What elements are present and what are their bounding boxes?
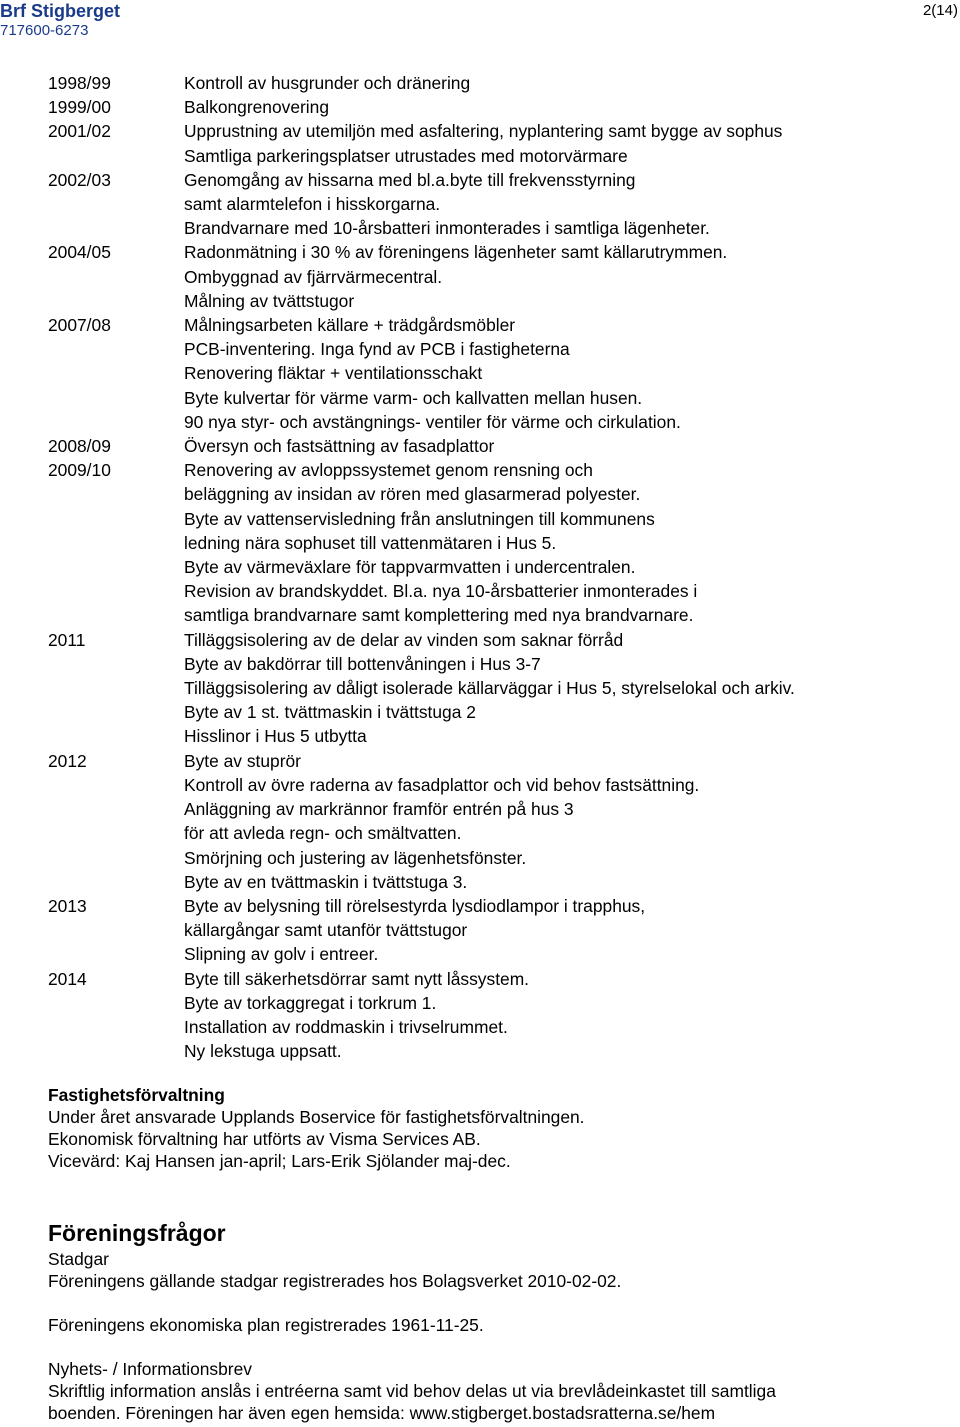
document-sections bbox=[48, 1084, 948, 1424]
history-entries bbox=[184, 894, 948, 967]
fastighetsforvaltning-line: Under året ansvarade Upplands Boservice för fastighetsförvaltningen. bbox=[48, 1107, 585, 1127]
org-name: Brf Stigberget bbox=[0, 1, 121, 21]
history-entry: PCB-inventering. Inga fynd av PCB i fastigheterna bbox=[184, 339, 570, 360]
maintenance-history bbox=[48, 71, 948, 1063]
history-row bbox=[48, 458, 948, 627]
history-entry: Radonmätning i 30 % av föreningens lägenheter samt källarutrymmen. bbox=[184, 242, 728, 263]
history-entry: samtliga brandvarnare samt komplettering med nya brandvarnare. bbox=[184, 605, 694, 626]
fastighetsforvaltning-line: Ekonomisk förvaltning har utförts av Visma Services AB. bbox=[48, 1129, 481, 1149]
history-row bbox=[48, 967, 948, 1064]
history-entry: samt alarmtelefon i hisskorgarna. bbox=[184, 194, 441, 215]
history-entry: Renovering av avloppssystemet genom rensning och bbox=[184, 460, 593, 481]
history-entry: Installation av roddmaskin i trivselrummet. bbox=[184, 1016, 508, 1037]
history-year: 1999/00 bbox=[48, 97, 111, 118]
history-entry: Byte av torkaggregat i torkrum 1. bbox=[184, 992, 437, 1013]
history-row bbox=[48, 168, 948, 241]
history-entry: Smörjning och justering av lägenhetsfönster. bbox=[184, 847, 527, 868]
history-entries bbox=[184, 168, 948, 241]
history-row bbox=[48, 749, 948, 894]
history-entries bbox=[184, 71, 948, 95]
history-year: 2001/02 bbox=[48, 121, 111, 142]
history-entry: Genomgång av hissarna med bl.a.byte till frekvensstyrning bbox=[184, 169, 636, 190]
history-entry: Upprustning av utemiljön med asfaltering, nyplantering samt bygge av sophus bbox=[184, 121, 783, 142]
history-year: 2013 bbox=[48, 895, 87, 916]
history-entry: Byte av 1 st. tvättmaskin i tvättstuga 2 bbox=[184, 702, 476, 723]
history-year: 2004/05 bbox=[48, 242, 111, 263]
page-number: 2(14) bbox=[922, 2, 958, 19]
history-entry: Målningsarbeten källare + trädgårdsmöbler bbox=[184, 315, 516, 336]
org-number: 717600-6273 bbox=[0, 22, 89, 39]
history-entry: Balkongrenovering bbox=[184, 97, 330, 118]
history-row bbox=[48, 313, 948, 434]
history-row bbox=[48, 95, 948, 119]
history-entry: Renovering fläktar + ventilationsschakt bbox=[184, 363, 483, 384]
history-year: 2009/10 bbox=[48, 460, 111, 481]
history-year: 2002/03 bbox=[48, 169, 111, 190]
history-entry: Samtliga parkeringsplatser utrustades med motorvärmare bbox=[184, 145, 628, 166]
history-year: 2008/09 bbox=[48, 436, 111, 457]
history-entry: beläggning av insidan av rören med glasarmerad polyester. bbox=[184, 484, 641, 505]
history-entries bbox=[184, 967, 948, 1064]
history-entry: Byte till säkerhetsdörrar samt nytt låssystem. bbox=[184, 968, 530, 989]
history-entry: Målning av tvättstugor bbox=[184, 290, 355, 311]
history-entry: Byte av värmeväxlare för tappvarmvatten i undercentralen. bbox=[184, 557, 636, 578]
history-year: 1998/99 bbox=[48, 73, 111, 93]
ekonomisk-plan-text: Föreningens ekonomiska plan registrerades 1961-11-25. bbox=[48, 1315, 484, 1335]
nyhetsbrev-line: Skriftlig information anslås i entréerna samt vid behov delas ut via brevlådeinkastet till samtliga bbox=[48, 1381, 776, 1401]
history-entry: Kontroll av husgrunder och dränering bbox=[184, 73, 471, 93]
history-entries bbox=[184, 313, 948, 434]
history-entry: Slipning av golv i entreer. bbox=[184, 944, 379, 965]
history-entry: Byte av vattenservisledning från anslutningen till kommunens bbox=[184, 508, 655, 529]
history-entry: Byte av belysning till rörelsestyrda lysdiodlampor i trapphus, bbox=[184, 895, 646, 916]
history-entries bbox=[184, 749, 948, 894]
history-year: 2007/08 bbox=[48, 315, 111, 336]
history-year: 2012 bbox=[48, 750, 87, 771]
stadgar-text: Föreningens gällande stadgar registrerades hos Bolagsverket 2010-02-02. bbox=[48, 1271, 622, 1291]
history-entry: Brandvarnare med 10-årsbatteri inmonterades i samtliga lägenheter. bbox=[184, 218, 710, 239]
history-entry: Byte av stuprör bbox=[184, 750, 301, 771]
history-entry: Översyn och fastsättning av fasadplattor bbox=[184, 436, 495, 457]
history-entry: ledning nära sophuset till vattenmätaren i Hus 5. bbox=[184, 532, 557, 553]
fastighetsforvaltning-line: Vicevärd: Kaj Hansen jan-april; Lars-Erik Sjölander maj-dec. bbox=[48, 1151, 511, 1171]
history-entry: Ny lekstuga uppsatt. bbox=[184, 1041, 342, 1062]
fastighetsforvaltning-heading: Fastighetsförvaltning bbox=[48, 1085, 225, 1105]
history-entries bbox=[184, 628, 948, 749]
history-entries bbox=[184, 119, 948, 167]
history-entry: Byte av bakdörrar till bottenvåningen i Hus 3-7 bbox=[184, 653, 541, 674]
history-entries bbox=[184, 240, 948, 313]
history-entry: Anläggning av markrännor framför entrén på hus 3 bbox=[184, 799, 574, 820]
history-entry: 90 nya styr- och avstängnings- ventiler för värme och cirkulation. bbox=[184, 411, 681, 432]
history-row bbox=[48, 240, 948, 313]
history-entry: Tilläggsisolering av de delar av vinden som saknar förråd bbox=[184, 629, 624, 650]
history-entries bbox=[184, 458, 948, 627]
history-entry: Ombyggnad av fjärrvärmecentral. bbox=[184, 266, 443, 287]
history-entry: Byte av en tvättmaskin i tvättstuga 3. bbox=[184, 871, 468, 892]
history-row bbox=[48, 894, 948, 967]
history-year: 2014 bbox=[48, 968, 87, 989]
nyhetsbrev-line: boenden. Föreningen har även egen hemsida: www.stigberget.bostadsratterna.se/hem bbox=[48, 1403, 716, 1423]
history-entry: Revision av brandskyddet. Bl.a. nya 10-årsbatterier inmonterades i bbox=[184, 581, 698, 602]
page-header bbox=[0, 0, 960, 40]
history-row bbox=[48, 628, 948, 749]
foreningsfragor-heading: Föreningsfrågor bbox=[48, 1220, 226, 1246]
history-entry: Hisslinor i Hus 5 utbytta bbox=[184, 726, 367, 747]
history-entry: Kontroll av övre raderna av fasadplattor och vid behov fastsättning. bbox=[184, 774, 700, 795]
history-year: 2011 bbox=[48, 629, 86, 650]
nyhetsbrev-heading: Nyhets- / Informationsbrev bbox=[48, 1359, 252, 1379]
history-row bbox=[48, 434, 948, 458]
history-entries bbox=[184, 434, 948, 458]
history-entry: för att avleda regn- och smältvatten. bbox=[184, 823, 462, 844]
history-entries bbox=[184, 95, 948, 119]
history-entry: Tilläggsisolering av dåligt isolerade källarväggar i Hus 5, styrelselokal och arkiv. bbox=[184, 678, 795, 699]
history-entry: källargångar samt utanför tvättstugor bbox=[184, 920, 468, 941]
stadgar-heading: Stadgar bbox=[48, 1249, 109, 1269]
history-entry: Byte kulvertar för värme varm- och kallvatten mellan husen. bbox=[184, 387, 643, 408]
history-row bbox=[48, 71, 948, 95]
history-row bbox=[48, 119, 948, 167]
